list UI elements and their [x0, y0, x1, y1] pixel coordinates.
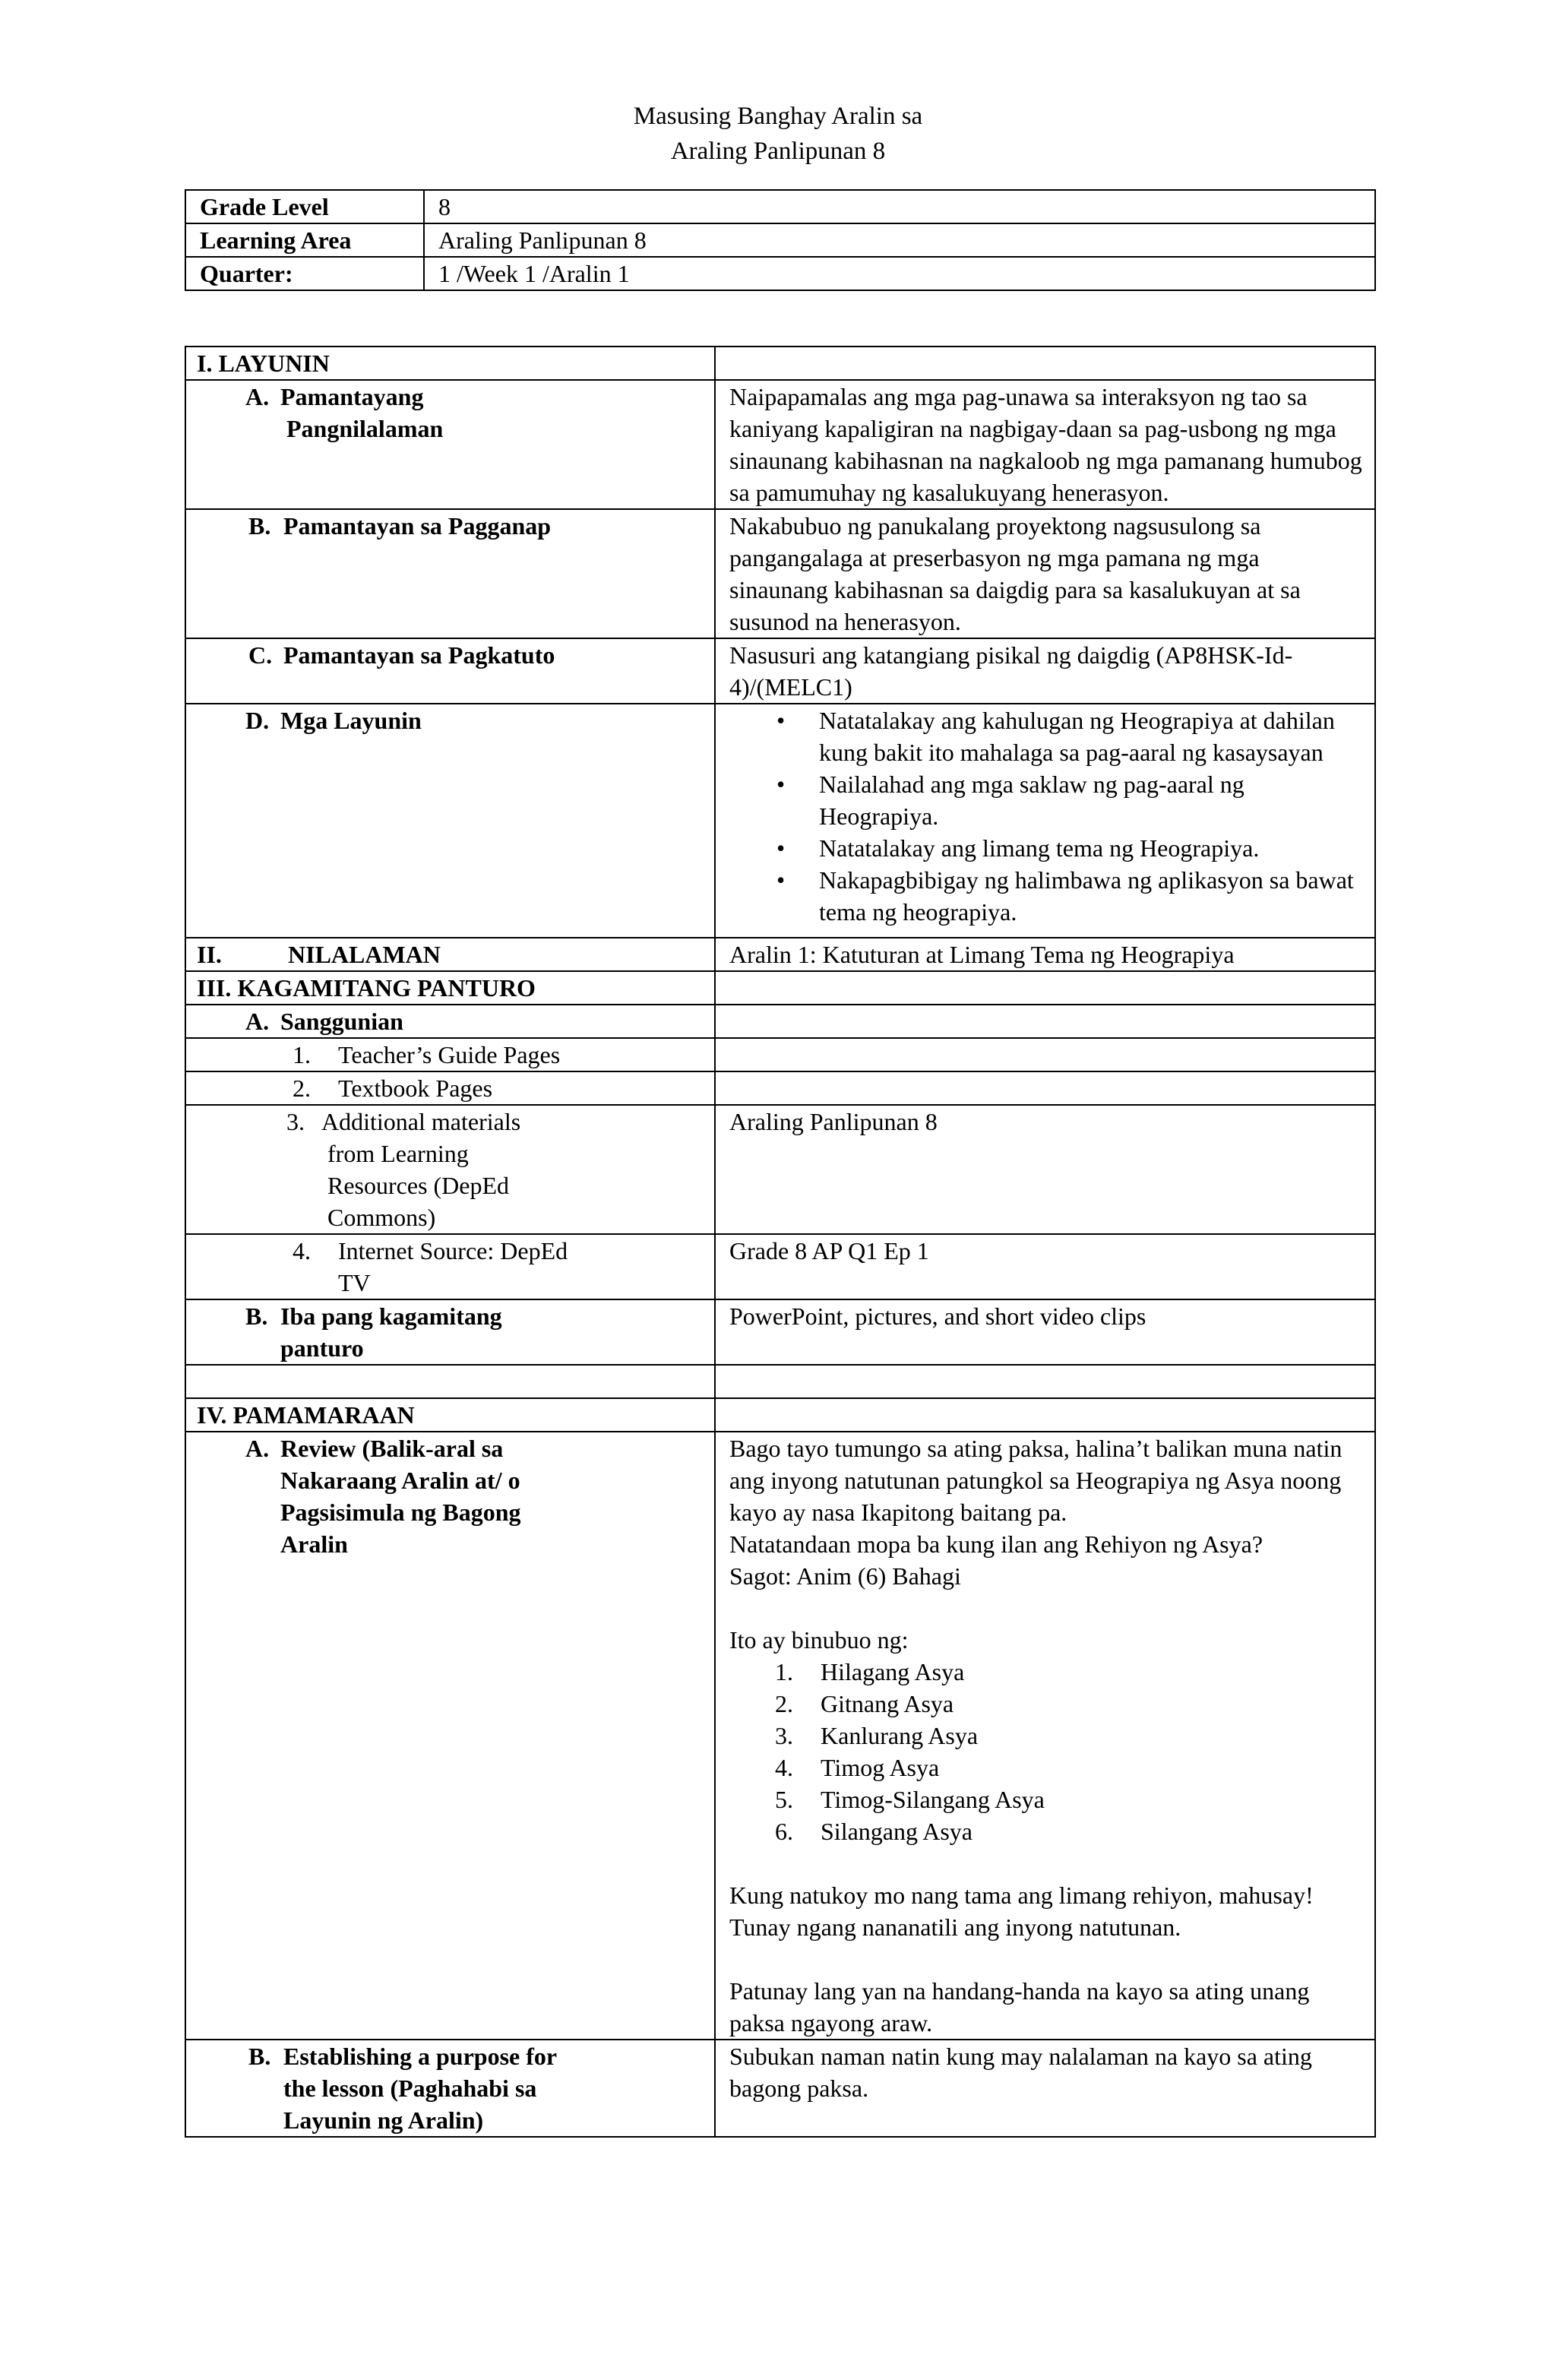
- row-label: [185, 1071, 715, 1105]
- section-row-layunin: [185, 347, 1375, 380]
- paragraph: Ito ay binubuo ng:: [729, 1626, 909, 1654]
- row-content: Nasusuri ang katangiang pisikal ng daigdig (AP8HSK-Id-4)/(MELC1): [715, 638, 1375, 704]
- item-number: 1.: [293, 1041, 311, 1068]
- row-title: Textbook Pages: [338, 1074, 493, 1102]
- item-letter: A.: [245, 1008, 270, 1035]
- empty-cell: [185, 1365, 715, 1398]
- row-label: [185, 1299, 715, 1365]
- row-content: [715, 1432, 1375, 2040]
- row-textbook-pages: [185, 1071, 1375, 1105]
- row-iba-pang-kagamitan: [185, 1299, 1375, 1365]
- row-content: [715, 1038, 1375, 1071]
- row-content: PowerPoint, pictures, and short video clips: [715, 1299, 1375, 1365]
- row-content: [715, 704, 1375, 938]
- paragraph: Kung natukoy mo nang tama ang limang rehiyon, mahusay! Tunay ngang nananatili ang inyong natutunan.: [729, 1882, 1314, 1941]
- row-label: [185, 638, 715, 704]
- list-item: 1. Hilagang Asya: [775, 1658, 965, 1685]
- document-title: [0, 99, 1556, 169]
- item-letter: D.: [245, 707, 270, 734]
- row-review: [185, 1432, 1375, 2040]
- row-title: Review (Balik-aral sa: [280, 1435, 504, 1462]
- info-value: Araling Panlipunan 8: [424, 223, 1375, 257]
- list-item: • Natatalakay ang limang tema ng Heograpiya.: [819, 832, 1364, 864]
- row-title: Resources (DepEd: [327, 1172, 510, 1199]
- list-item: 5. Timog-Silangang Asya: [775, 1786, 1045, 1813]
- row-title: TV: [338, 1269, 371, 1296]
- row-title: Commons): [327, 1204, 436, 1231]
- row-teachers-guide: [185, 1038, 1375, 1071]
- info-row: [185, 190, 1375, 223]
- row-label: [185, 380, 715, 509]
- row-title: Additional materials: [321, 1108, 521, 1135]
- regions-list: [729, 1656, 1364, 1847]
- section-row-nilalaman: [185, 938, 1375, 971]
- paragraph: Sagot: Anim (6) Bahagi: [729, 1562, 961, 1590]
- blank-row: [185, 1365, 1375, 1398]
- list-item: 6. Silangang Asya: [775, 1818, 972, 1845]
- row-content: Subukan naman natin kung may nalalaman na kayo sa ating bagong paksa.: [715, 2040, 1375, 2137]
- row-internet-source: [185, 1234, 1375, 1299]
- item-letter: B.: [248, 2043, 271, 2070]
- item-number: 2.: [293, 1074, 311, 1102]
- info-table: [185, 189, 1376, 291]
- empty-cell: [715, 347, 1375, 380]
- lesson-plan-table: [185, 346, 1376, 2138]
- item-number: 4.: [293, 1237, 311, 1264]
- row-title: Sanggunian: [280, 1008, 403, 1035]
- row-title: Aralin: [280, 1530, 348, 1558]
- item-letter: C.: [248, 641, 273, 669]
- row-label: [185, 1432, 715, 2040]
- row-pamantayan-sa-pagkatuto: [185, 638, 1375, 704]
- item-letter: A.: [245, 1435, 270, 1462]
- section-title: NILALAMAN: [288, 941, 441, 968]
- empty-cell: [715, 1365, 1375, 1398]
- list-item: • Natatalakay ang kahulugan ng Heograpiya at dahilan kung bakit ito mahalaga sa pag-aaral ng kasaysayan: [819, 704, 1364, 768]
- section-heading: IV. PAMAMARAAN: [185, 1398, 715, 1432]
- info-key: Learning Area: [185, 223, 424, 257]
- row-title: panturo: [280, 1334, 364, 1362]
- row-mga-layunin: [185, 704, 1375, 938]
- row-title: Mga Layunin: [280, 707, 422, 734]
- info-value: 1 /Week 1 /Aralin 1: [424, 257, 1375, 290]
- row-title: Establishing a purpose for: [283, 2043, 558, 2070]
- info-row: [185, 223, 1375, 257]
- row-content: Araling Panlipunan 8: [715, 1105, 1375, 1234]
- row-sanggunian: [185, 1005, 1375, 1038]
- row-title: the lesson (Paghahabi sa: [283, 2075, 537, 2102]
- item-letter: B.: [245, 1302, 268, 1330]
- list-item: 2. Gitnang Asya: [775, 1690, 954, 1717]
- title-line-2: Araling Panlipunan 8: [670, 138, 886, 165]
- list-item: 4. Timog Asya: [775, 1754, 940, 1781]
- row-title: Pamantayan sa Pagkatuto: [283, 641, 555, 669]
- paragraph: Patunay lang yan na handang-handa na kayo sa ating unang paksa ngayong araw.: [729, 1977, 1310, 2037]
- paragraph: Natatandaan mopa ba kung ilan ang Rehiyon ng Asya?: [729, 1530, 1263, 1558]
- row-title: Pagsisimula ng Bagong: [280, 1499, 521, 1526]
- row-content: Nakabubuo ng panukalang proyektong nagsusulong sa pangangalaga at preserbasyon ng mga pamana ng mga sinaunang kabihasnan sa daigdig para sa kasalukuyan at sa susunod na henerasyon.: [715, 509, 1375, 638]
- row-title: Pamantayang: [280, 383, 424, 410]
- row-label: [185, 1038, 715, 1071]
- row-content: Naipapamalas ang mga pag-unawa sa interaksyon ng tao sa kaniyang kapaligiran na nagbigay-daan sa pag-usbong ng mga sinaunang kabihasnan na nagkaloob ng mga pamanang humubog sa pamumuhay ng kasalukuyang henerasyon.: [715, 380, 1375, 509]
- list-item: • Nakapagbibigay ng halimbawa ng aplikasyon sa bawat tema ng heograpiya.: [819, 864, 1364, 928]
- row-pamantayang-pangnilalaman: [185, 380, 1375, 509]
- empty-cell: [715, 1005, 1375, 1038]
- empty-cell: [715, 1398, 1375, 1432]
- row-title: Iba pang kagamitang: [280, 1302, 502, 1330]
- empty-cell: [715, 971, 1375, 1005]
- row-establishing-purpose: [185, 2040, 1375, 2137]
- item-number: 3.: [286, 1108, 305, 1135]
- row-title: Pangnilalaman: [286, 415, 444, 442]
- row-label: [185, 1234, 715, 1299]
- info-key: Grade Level: [185, 190, 424, 223]
- row-additional-materials: [185, 1105, 1375, 1234]
- row-content: [715, 1071, 1375, 1105]
- row-title: Layunin ng Aralin): [283, 2106, 484, 2134]
- list-item: 3. Kanlurang Asya: [775, 1722, 979, 1749]
- section-number: II.: [197, 941, 222, 968]
- row-pamantayan-sa-pagganap: [185, 509, 1375, 638]
- row-title: from Learning: [327, 1140, 469, 1167]
- row-label: [185, 704, 715, 938]
- row-content: Aralin 1: Katuturan at Limang Tema ng Heograpiya: [715, 938, 1375, 971]
- row-label: [185, 1005, 715, 1038]
- item-letter: B.: [248, 512, 271, 540]
- row-title: Nakaraang Aralin at/ o: [280, 1467, 520, 1494]
- row-label: [185, 2040, 715, 2137]
- title-line-1: Masusing Banghay Aralin sa: [633, 103, 923, 130]
- section-row-pamamaraan: [185, 1398, 1375, 1432]
- row-title: Internet Source: DepEd: [338, 1237, 568, 1264]
- list-item: • Nailalahad ang mga saklaw ng pag-aaral ng Heograpiya.: [819, 768, 1364, 832]
- section-heading: I. LAYUNIN: [185, 347, 715, 380]
- paragraph: Bago tayo tumungo sa ating paksa, halina’t balikan muna natin ang inyong natutunan patungkol sa Heograpiya ng Asya noong kayo ay nasa Ikapitong baitang pa.: [729, 1435, 1343, 1526]
- section-row-kagamitan: [185, 971, 1375, 1005]
- row-label: [185, 1105, 715, 1234]
- section-heading: [185, 938, 715, 971]
- info-key: Quarter:: [185, 257, 424, 290]
- row-content: Grade 8 AP Q1 Ep 1: [715, 1234, 1375, 1299]
- objectives-list: [729, 704, 1364, 928]
- section-heading: III. KAGAMITANG PANTURO: [185, 971, 715, 1005]
- info-row: [185, 257, 1375, 290]
- row-title: Pamantayan sa Pagganap: [283, 512, 552, 540]
- row-label: [185, 509, 715, 638]
- row-title: Teacher’s Guide Pages: [338, 1041, 561, 1068]
- info-value: 8: [424, 190, 1375, 223]
- item-letter: A.: [245, 383, 270, 410]
